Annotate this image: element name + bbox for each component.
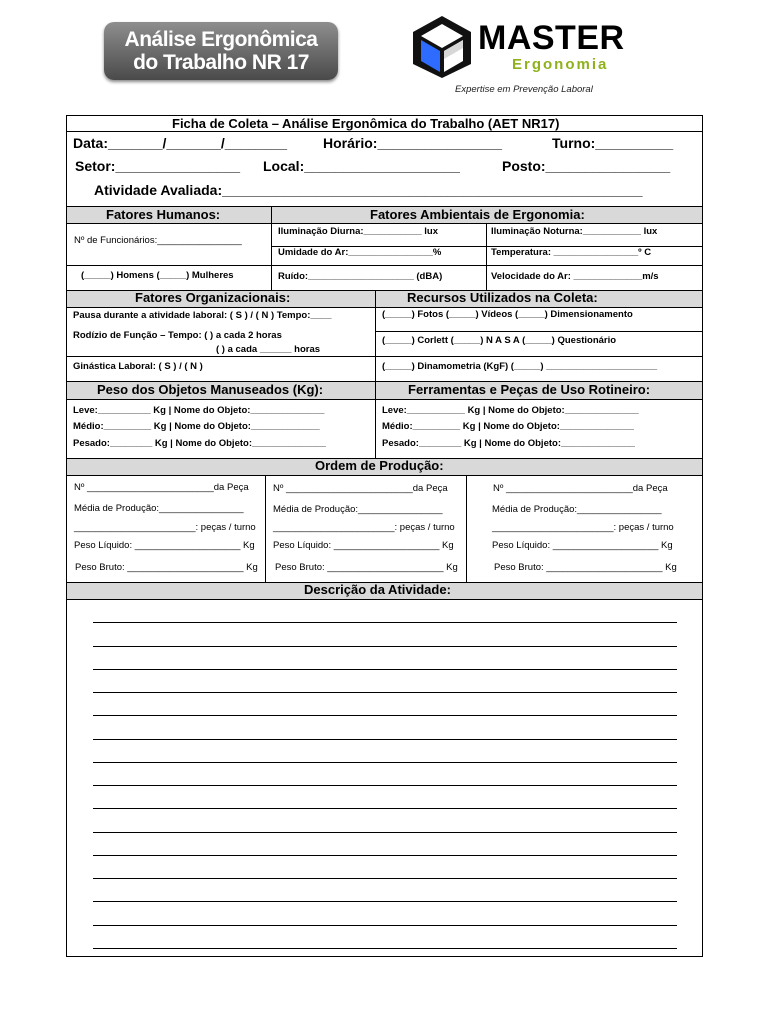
posto-field[interactable]: Posto:________________ (502, 158, 671, 174)
ferramentas-leve-field[interactable]: Leve:___________ Kg | Nome do Objeto:______________ (382, 405, 639, 416)
writing-line[interactable] (93, 715, 677, 716)
producao-numero-peca[interactable]: Nº ________________________da Peça (273, 483, 448, 494)
velocidade-field[interactable]: Velocidade do Ar: _____________m/s (491, 271, 659, 282)
divider (271, 206, 272, 290)
iluminacao-diurna-field[interactable]: Iluminação Diurna:___________ lux (278, 226, 438, 237)
divider (265, 475, 266, 582)
recursos-linha1[interactable]: (_____) Fotos (_____) Vídeos (_____) Dimensionamento (382, 309, 633, 320)
cube-logo-icon (411, 14, 473, 80)
producao-peso-liquido[interactable]: Peso Líquido: ____________________ Kg (492, 540, 673, 551)
brand-subtitle: Ergonomia (512, 56, 609, 73)
divider (375, 290, 376, 458)
recursos-title: Recursos Utilizados na Coleta: (407, 290, 598, 305)
peso-medio-field[interactable]: Médio:_________ Kg | Nome do Objeto:_____________ (73, 421, 320, 432)
peso-title: Peso dos Objetos Manuseados (Kg): (97, 382, 324, 397)
writing-line[interactable] (93, 832, 677, 833)
umidade-field[interactable]: Umidade do Ar:________________% (278, 247, 442, 258)
divider (67, 599, 702, 600)
ferramentas-pesado-field[interactable]: Pesado:________ Kg | Nome do Objeto:______________ (382, 438, 635, 449)
descricao-title: Descrição da Atividade: (304, 582, 451, 597)
ferramentas-medio-field[interactable]: Médio:_________ Kg | Nome do Objeto:______________ (382, 421, 634, 432)
genero-field[interactable]: (_____) Homens (_____) Mulheres (81, 270, 234, 281)
producao-peso-bruto[interactable]: Peso Bruto: ______________________ Kg (494, 562, 677, 573)
writing-line[interactable] (93, 646, 677, 647)
producao-media[interactable]: Média de Produção:________________ (492, 504, 662, 515)
nr17-badge (104, 22, 338, 80)
peso-leve-field[interactable]: Leve:__________ Kg | Nome do Objeto:______________ (73, 405, 325, 416)
producao-peso-bruto[interactable]: Peso Bruto: ______________________ Kg (275, 562, 458, 573)
producao-numero-peca[interactable]: Nº ________________________da Peça (493, 483, 668, 494)
ferramentas-title: Ferramentas e Peças de Uso Rotineiro: (408, 382, 651, 397)
divider (67, 223, 702, 224)
badge-line1: Análise Ergonômica (124, 28, 318, 51)
divider (486, 223, 487, 290)
iluminacao-noturna-field[interactable]: Iluminação Noturna:___________ lux (491, 226, 658, 237)
funcionarios-field[interactable]: Nº de Funcionários:________________ (74, 235, 242, 246)
producao-pecas-turno[interactable]: _______________________: peças / turno (492, 522, 674, 533)
form-title: Ficha de Coleta – Análise Ergonômica do Trabalho (AET NR17) (172, 116, 560, 131)
peso-pesado-field[interactable]: Pesado:________ Kg | Nome do Objeto:______________ (73, 438, 326, 449)
producao-title: Ordem de Produção: (315, 458, 444, 473)
ruido-field[interactable]: Ruído:____________________ (dBA) (278, 271, 443, 282)
writing-line[interactable] (93, 669, 677, 670)
divider (67, 265, 702, 266)
producao-media[interactable]: Média de Produção:________________ (273, 504, 443, 515)
producao-peso-liquido[interactable]: Peso Líquido: ____________________ Kg (74, 540, 255, 551)
rodizio-field[interactable]: Rodízio de Função – Tempo: ( ) a cada 2 horas (73, 330, 282, 341)
divider (67, 475, 702, 476)
local-field[interactable]: Local:____________________ (263, 158, 460, 174)
writing-line[interactable] (93, 808, 677, 809)
writing-line[interactable] (93, 855, 677, 856)
writing-line[interactable] (93, 622, 677, 623)
divider (67, 307, 702, 308)
divider (375, 331, 702, 332)
writing-line[interactable] (93, 762, 677, 763)
rodizio-field-2[interactable]: ( ) a cada ______ horas (216, 344, 321, 355)
divider (67, 131, 702, 132)
writing-line[interactable] (93, 901, 677, 902)
producao-peso-liquido[interactable]: Peso Líquido: ____________________ Kg (273, 540, 454, 551)
divider (67, 356, 702, 357)
data-field[interactable]: Data:_______/_______/________ (73, 135, 288, 151)
organizacionais-title: Fatores Organizacionais: (135, 290, 291, 305)
divider (67, 399, 702, 400)
recursos-linha2[interactable]: (_____) Corlett (_____) N A S A (_____) Questionário (382, 335, 617, 346)
writing-line[interactable] (93, 692, 677, 693)
producao-pecas-turno[interactable]: _______________________: peças / turno (273, 522, 455, 533)
writing-line[interactable] (93, 925, 677, 926)
ginastica-field[interactable]: Ginástica Laboral: ( S ) / ( N ) (73, 361, 203, 372)
writing-line[interactable] (93, 878, 677, 879)
setor-field[interactable]: Setor:________________ (75, 158, 241, 174)
badge-line2: do Trabalho NR 17 (133, 51, 309, 74)
atividade-field[interactable]: Atividade Avaliada:______________________________________________________ (94, 182, 643, 198)
temperatura-field[interactable]: Temperatura: ________________º C (491, 247, 652, 258)
ambientais-title: Fatores Ambientais de Ergonomia: (370, 207, 585, 222)
producao-peso-bruto[interactable]: Peso Bruto: ______________________ Kg (75, 562, 258, 573)
horario-field[interactable]: Horário:________________ (323, 135, 503, 151)
brand-name: MASTER (478, 19, 625, 57)
producao-pecas-turno[interactable]: _______________________: peças / turno (74, 522, 256, 533)
recursos-linha3[interactable]: (_____) Dinamometria (KgF) (_____) _____________________ (382, 361, 658, 372)
divider (466, 475, 467, 582)
pausa-field[interactable]: Pausa durante a atividade laboral: ( S ) / ( N ) Tempo:____ (73, 310, 332, 321)
writing-line[interactable] (93, 948, 677, 949)
producao-media[interactable]: Média de Produção:________________ (74, 503, 244, 514)
tagline: Expertise em Prevenção Laboral (455, 84, 593, 95)
humanos-title: Fatores Humanos: (106, 207, 221, 222)
writing-line[interactable] (93, 785, 677, 786)
writing-line[interactable] (93, 739, 677, 740)
turno-field[interactable]: Turno:__________ (552, 135, 674, 151)
producao-numero-peca[interactable]: Nº ________________________da Peça (74, 482, 249, 493)
